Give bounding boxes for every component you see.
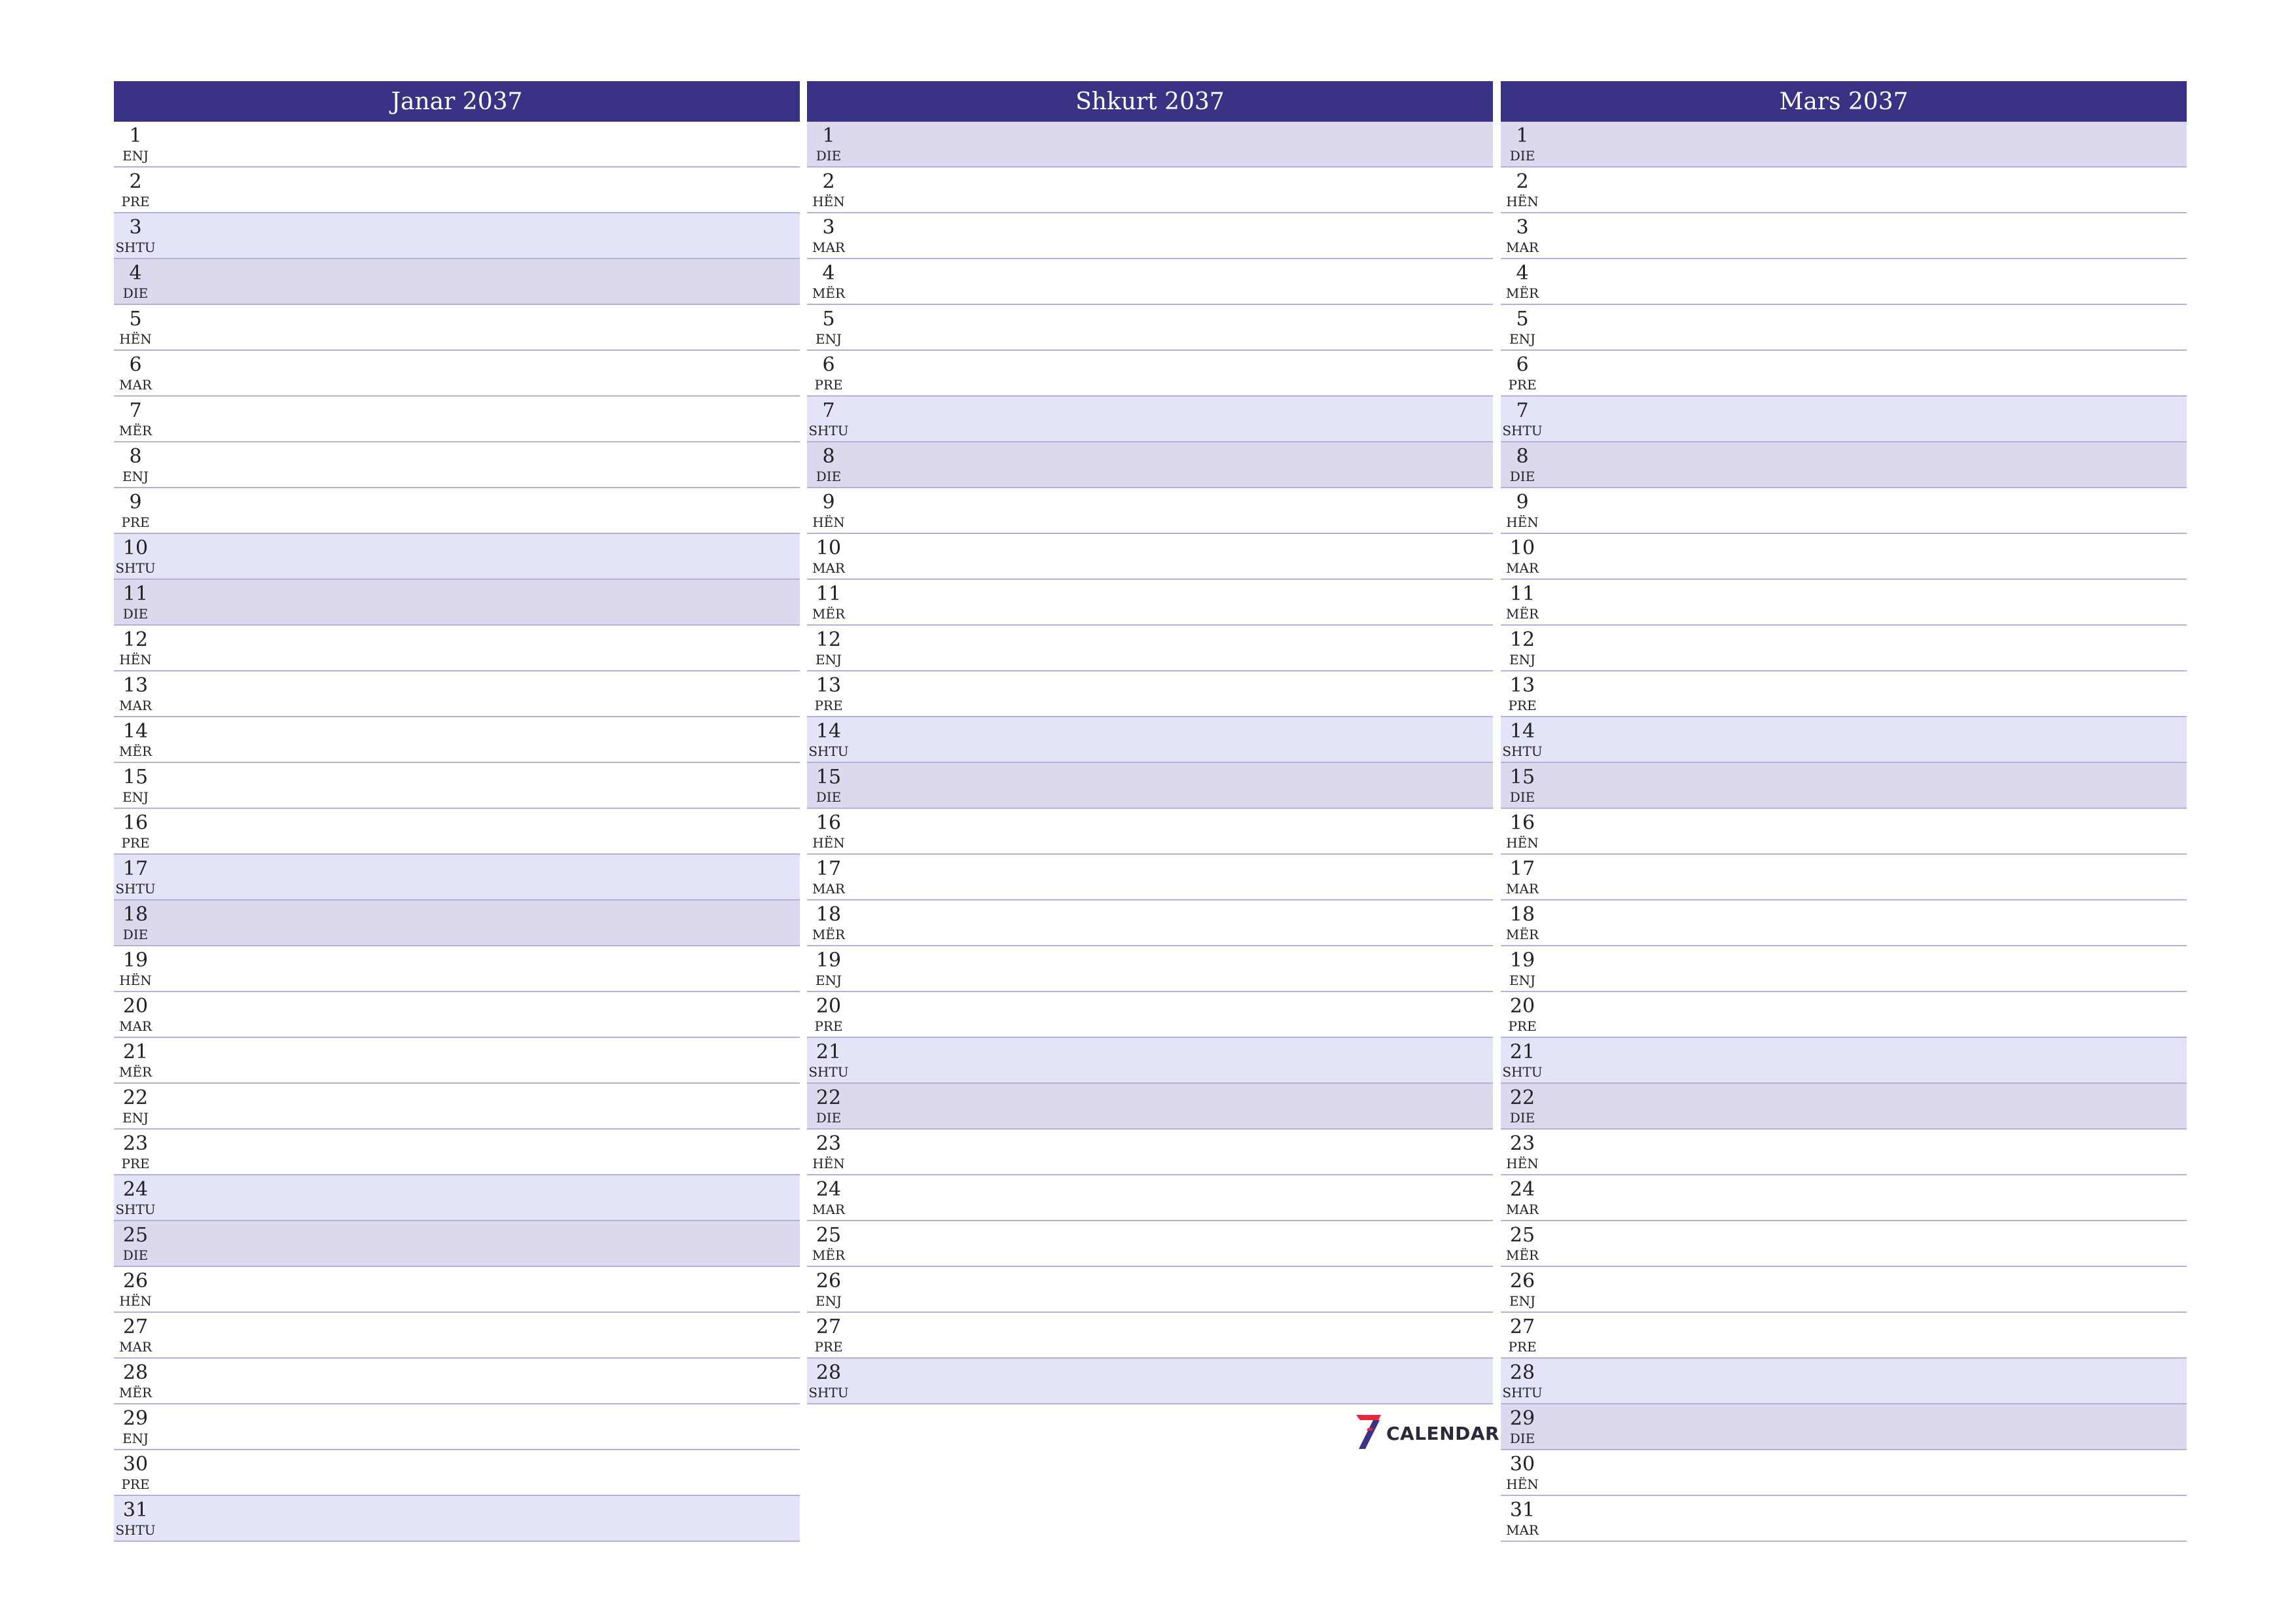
- weekday-label: DIE: [816, 1110, 842, 1126]
- day-number: 5: [822, 308, 835, 330]
- weekday-label: HËN: [1506, 1156, 1539, 1171]
- weekday-label: ENJ: [815, 331, 842, 347]
- month-title: Janar 2037: [114, 81, 800, 122]
- day-row: [807, 213, 1493, 259]
- day-row: [1501, 809, 2187, 855]
- weekday-label: PRE: [1508, 1339, 1537, 1355]
- day-number: 10: [122, 537, 149, 560]
- weekday-label: DIE: [1509, 1431, 1535, 1446]
- weekday-label: MËR: [1505, 1247, 1539, 1263]
- day-row: [114, 1175, 800, 1221]
- day-number: 14: [122, 720, 149, 743]
- day-row: [1501, 855, 2187, 901]
- weekday-label: ENJ: [122, 148, 149, 164]
- weekday-label: PRE: [814, 1339, 843, 1355]
- day-row: [807, 1175, 1493, 1221]
- weekday-label: MËR: [812, 285, 846, 301]
- day-number: 16: [122, 812, 149, 834]
- day-number: 15: [1509, 766, 1535, 789]
- weekday-label: ENJ: [1509, 652, 1536, 668]
- weekday-label: PRE: [121, 835, 150, 851]
- day-row: [807, 1313, 1493, 1359]
- weekday-label: PRE: [121, 194, 150, 209]
- weekday-label: ENJ: [122, 1431, 149, 1446]
- day-row: [807, 763, 1493, 809]
- weekday-label: HËN: [1506, 1476, 1539, 1492]
- weekday-label: MËR: [118, 1385, 152, 1400]
- weekday-label: MËR: [1505, 285, 1539, 301]
- day-number: 6: [129, 353, 142, 376]
- day-number: 4: [822, 262, 835, 285]
- weekday-label: SHTU: [1502, 423, 1543, 438]
- day-row: [1501, 488, 2187, 534]
- weekday-label: PRE: [814, 377, 843, 393]
- day-number: 17: [1509, 857, 1535, 880]
- day-number: 7: [822, 399, 835, 422]
- weekday-label: MAR: [812, 560, 845, 576]
- month-column-2: [807, 81, 1493, 1404]
- day-row: [807, 1267, 1493, 1313]
- day-row: [114, 397, 800, 442]
- month-column-1: [114, 81, 800, 1542]
- weekday-label: MAR: [1506, 1522, 1539, 1538]
- day-row: [114, 1313, 800, 1359]
- day-number: 3: [822, 216, 835, 239]
- day-number: 19: [1509, 949, 1535, 972]
- day-row: [1501, 1221, 2187, 1267]
- day-row: [1501, 1130, 2187, 1175]
- weekday-label: SHTU: [115, 881, 156, 897]
- day-row: [114, 1496, 800, 1542]
- day-row: [807, 305, 1493, 351]
- day-row: [807, 580, 1493, 626]
- day-number: 11: [122, 582, 149, 605]
- day-number: 26: [1509, 1270, 1535, 1293]
- day-number: 1: [1516, 124, 1529, 147]
- weekday-label: ENJ: [1509, 972, 1536, 988]
- weekday-label: HËN: [119, 331, 152, 347]
- weekday-label: HËN: [812, 835, 845, 851]
- day-row: [807, 855, 1493, 901]
- weekday-label: PRE: [121, 1156, 150, 1171]
- day-number: 18: [816, 903, 842, 926]
- day-number: 20: [122, 995, 149, 1018]
- weekday-label: SHTU: [808, 1064, 849, 1080]
- weekday-label: MËR: [812, 1247, 846, 1263]
- day-number: 12: [816, 628, 842, 651]
- day-row: [1501, 992, 2187, 1038]
- day-row: [807, 717, 1493, 763]
- day-number: 4: [1516, 262, 1529, 285]
- day-row: [114, 534, 800, 580]
- day-row: [1501, 305, 2187, 351]
- day-row: [807, 1084, 1493, 1130]
- day-number: 6: [822, 353, 835, 376]
- brand-logo: [1354, 1415, 1499, 1452]
- day-number: 22: [816, 1086, 842, 1109]
- month-column-3: [1501, 81, 2187, 1542]
- weekday-label: PRE: [814, 1018, 843, 1034]
- weekday-label: SHTU: [808, 423, 849, 438]
- day-row: [1501, 1496, 2187, 1542]
- weekday-label: HËN: [119, 652, 152, 668]
- day-row: [114, 580, 800, 626]
- day-number: 5: [1516, 308, 1529, 330]
- day-row: [114, 671, 800, 717]
- day-number: 18: [122, 903, 149, 926]
- weekday-label: SHTU: [115, 240, 156, 255]
- weekday-label: DIE: [816, 789, 842, 805]
- day-list: [807, 122, 1493, 1404]
- day-number: 28: [816, 1361, 842, 1384]
- day-row: [114, 1038, 800, 1084]
- day-number: 7: [129, 399, 142, 422]
- day-row: [807, 946, 1493, 992]
- day-number: 9: [1516, 491, 1529, 514]
- brand-text: CALENDAR: [1386, 1422, 1500, 1444]
- day-row: [807, 1038, 1493, 1084]
- weekday-label: HËN: [812, 514, 845, 530]
- day-row: [114, 1084, 800, 1130]
- weekday-label: MAR: [1506, 881, 1539, 897]
- day-number: 16: [816, 812, 842, 834]
- weekday-label: SHTU: [115, 1202, 156, 1217]
- day-row: [114, 351, 800, 397]
- day-row: [807, 992, 1493, 1038]
- day-row: [114, 1404, 800, 1450]
- day-number: 14: [1509, 720, 1535, 743]
- day-row: [1501, 1404, 2187, 1450]
- day-number: 10: [816, 537, 842, 560]
- day-row: [807, 809, 1493, 855]
- weekday-label: MËR: [812, 606, 846, 622]
- seven-calendar-logo-icon: [1354, 1414, 1382, 1453]
- day-row: [1501, 259, 2187, 305]
- day-number: 15: [816, 766, 842, 789]
- weekday-label: ENJ: [815, 652, 842, 668]
- day-row: [1501, 351, 2187, 397]
- day-row: [1501, 626, 2187, 671]
- day-row: [114, 1450, 800, 1496]
- day-number: 13: [122, 674, 149, 697]
- day-number: 21: [122, 1041, 149, 1063]
- weekday-label: PRE: [121, 1476, 150, 1492]
- day-number: 31: [1509, 1499, 1535, 1522]
- day-number: 22: [122, 1086, 149, 1109]
- day-list: [1501, 122, 2187, 1542]
- weekday-label: MAR: [119, 1339, 152, 1355]
- weekday-label: MAR: [1506, 240, 1539, 255]
- day-number: 26: [816, 1270, 842, 1293]
- weekday-label: ENJ: [122, 469, 149, 484]
- day-row: [114, 213, 800, 259]
- day-number: 25: [1509, 1224, 1535, 1247]
- day-number: 2: [129, 170, 142, 193]
- weekday-label: PRE: [121, 514, 150, 530]
- weekday-label: MAR: [119, 1018, 152, 1034]
- weekday-label: DIE: [816, 469, 842, 484]
- day-number: 20: [816, 995, 842, 1018]
- day-number: 23: [1509, 1132, 1535, 1155]
- weekday-label: SHTU: [1502, 1385, 1543, 1400]
- day-number: 10: [1509, 537, 1535, 560]
- weekday-label: SHTU: [115, 1522, 156, 1538]
- day-number: 27: [1509, 1315, 1535, 1338]
- day-number: 13: [816, 674, 842, 697]
- day-number: 15: [122, 766, 149, 789]
- day-row: [807, 1221, 1493, 1267]
- weekday-label: MAR: [812, 1202, 845, 1217]
- weekday-label: MËR: [1505, 927, 1539, 942]
- day-number: 16: [1509, 812, 1535, 834]
- day-number: 31: [122, 1499, 149, 1522]
- day-row: [807, 397, 1493, 442]
- weekday-label: SHTU: [1502, 1064, 1543, 1080]
- day-number: 3: [1516, 216, 1529, 239]
- day-row: [1501, 534, 2187, 580]
- weekday-label: MËR: [118, 1064, 152, 1080]
- day-row: [114, 901, 800, 946]
- day-row: [1501, 1313, 2187, 1359]
- day-number: 19: [122, 949, 149, 972]
- day-number: 21: [1509, 1041, 1535, 1063]
- day-number: 20: [1509, 995, 1535, 1018]
- weekday-label: SHTU: [808, 1385, 849, 1400]
- day-number: 8: [822, 445, 835, 468]
- day-number: 3: [129, 216, 142, 239]
- weekday-label: ENJ: [1509, 1293, 1536, 1309]
- weekday-label: DIE: [122, 927, 149, 942]
- day-row: [1501, 213, 2187, 259]
- day-number: 27: [122, 1315, 149, 1338]
- weekday-label: HËN: [1506, 194, 1539, 209]
- weekday-label: MAR: [1506, 560, 1539, 576]
- day-row: [807, 351, 1493, 397]
- day-number: 24: [1509, 1178, 1535, 1201]
- day-row: [114, 946, 800, 992]
- day-number: 13: [1509, 674, 1535, 697]
- weekday-label: ENJ: [1509, 331, 1536, 347]
- weekday-label: HËN: [1506, 835, 1539, 851]
- weekday-label: ENJ: [122, 789, 149, 805]
- day-row: [114, 168, 800, 213]
- weekday-label: MAR: [1506, 1202, 1539, 1217]
- day-row: [114, 992, 800, 1038]
- weekday-label: MËR: [118, 743, 152, 759]
- day-row: [114, 1267, 800, 1313]
- day-number: 12: [122, 628, 149, 651]
- day-number: 22: [1509, 1086, 1535, 1109]
- weekday-label: PRE: [1508, 698, 1537, 713]
- day-number: 8: [1516, 445, 1529, 468]
- day-number: 8: [129, 445, 142, 468]
- day-row: [1501, 442, 2187, 488]
- day-row: [114, 442, 800, 488]
- day-number: 5: [129, 308, 142, 330]
- month-title: Shkurt 2037: [807, 81, 1493, 122]
- day-number: 7: [1516, 399, 1529, 422]
- day-row: [1501, 717, 2187, 763]
- day-row: [1501, 397, 2187, 442]
- day-row: [807, 671, 1493, 717]
- weekday-label: DIE: [816, 148, 842, 164]
- day-number: 18: [1509, 903, 1535, 926]
- weekday-label: MAR: [119, 377, 152, 393]
- day-row: [807, 901, 1493, 946]
- weekday-label: MËR: [118, 423, 152, 438]
- weekday-label: DIE: [122, 1247, 149, 1263]
- day-number: 6: [1516, 353, 1529, 376]
- weekday-label: HËN: [119, 972, 152, 988]
- day-row: [114, 305, 800, 351]
- day-row: [1501, 946, 2187, 992]
- day-row: [1501, 1267, 2187, 1313]
- day-row: [1501, 1359, 2187, 1404]
- day-list: [114, 122, 800, 1542]
- day-number: 19: [816, 949, 842, 972]
- day-number: 17: [816, 857, 842, 880]
- weekday-label: HËN: [812, 194, 845, 209]
- day-row: [114, 626, 800, 671]
- day-number: 2: [822, 170, 835, 193]
- day-number: 24: [816, 1178, 842, 1201]
- weekday-label: ENJ: [815, 1293, 842, 1309]
- weekday-label: DIE: [1509, 789, 1535, 805]
- day-number: 28: [122, 1361, 149, 1384]
- day-number: 9: [129, 491, 142, 514]
- day-number: 4: [129, 262, 142, 285]
- day-row: [1501, 580, 2187, 626]
- weekday-label: MAR: [812, 240, 845, 255]
- day-number: 11: [816, 582, 842, 605]
- day-number: 29: [1509, 1407, 1535, 1430]
- day-row: [807, 626, 1493, 671]
- day-number: 30: [122, 1453, 149, 1476]
- day-number: 25: [122, 1224, 149, 1247]
- day-row: [807, 259, 1493, 305]
- weekday-label: DIE: [1509, 1110, 1535, 1126]
- day-number: 1: [129, 124, 142, 147]
- weekday-label: DIE: [122, 285, 149, 301]
- day-row: [114, 855, 800, 901]
- weekday-label: SHTU: [1502, 743, 1543, 759]
- day-row: [114, 809, 800, 855]
- day-number: 1: [822, 124, 835, 147]
- day-row: [1501, 671, 2187, 717]
- day-number: 24: [122, 1178, 149, 1201]
- day-number: 27: [816, 1315, 842, 1338]
- day-number: 9: [822, 491, 835, 514]
- day-row: [1501, 168, 2187, 213]
- day-row: [1501, 1175, 2187, 1221]
- weekday-label: PRE: [1508, 377, 1537, 393]
- weekday-label: HËN: [812, 1156, 845, 1171]
- weekday-label: MAR: [119, 698, 152, 713]
- day-number: 30: [1509, 1453, 1535, 1476]
- day-row: [807, 168, 1493, 213]
- weekday-label: HËN: [1506, 514, 1539, 530]
- day-row: [114, 763, 800, 809]
- day-number: 25: [816, 1224, 842, 1247]
- day-row: [1501, 901, 2187, 946]
- day-row: [807, 534, 1493, 580]
- weekday-label: DIE: [1509, 469, 1535, 484]
- day-number: 2: [1516, 170, 1529, 193]
- day-row: [114, 488, 800, 534]
- day-row: [114, 122, 800, 168]
- day-row: [1501, 122, 2187, 168]
- day-row: [1501, 763, 2187, 809]
- weekday-label: SHTU: [808, 743, 849, 759]
- day-number: 28: [1509, 1361, 1535, 1384]
- weekday-label: PRE: [814, 698, 843, 713]
- day-row: [807, 442, 1493, 488]
- weekday-label: HËN: [119, 1293, 152, 1309]
- day-number: 21: [816, 1041, 842, 1063]
- day-row: [114, 1359, 800, 1404]
- day-row: [807, 1130, 1493, 1175]
- day-number: 26: [122, 1270, 149, 1293]
- day-row: [807, 1359, 1493, 1404]
- weekday-label: MËR: [812, 927, 846, 942]
- day-row: [1501, 1084, 2187, 1130]
- day-row: [114, 1130, 800, 1175]
- day-row: [1501, 1038, 2187, 1084]
- weekday-label: PRE: [1508, 1018, 1537, 1034]
- day-row: [114, 1221, 800, 1267]
- weekday-label: MËR: [1505, 606, 1539, 622]
- weekday-label: MAR: [812, 881, 845, 897]
- day-number: 14: [816, 720, 842, 743]
- month-title: Mars 2037: [1501, 81, 2187, 122]
- weekday-label: ENJ: [122, 1110, 149, 1126]
- day-row: [807, 488, 1493, 534]
- day-row: [1501, 1450, 2187, 1496]
- weekday-label: DIE: [1509, 148, 1535, 164]
- day-number: 23: [816, 1132, 842, 1155]
- day-row: [114, 717, 800, 763]
- weekday-label: DIE: [122, 606, 149, 622]
- day-number: 12: [1509, 628, 1535, 651]
- day-number: 11: [1509, 582, 1535, 605]
- day-number: 29: [122, 1407, 149, 1430]
- day-row: [807, 122, 1493, 168]
- day-number: 17: [122, 857, 149, 880]
- weekday-label: SHTU: [115, 560, 156, 576]
- weekday-label: ENJ: [815, 972, 842, 988]
- day-row: [114, 259, 800, 305]
- day-number: 23: [122, 1132, 149, 1155]
